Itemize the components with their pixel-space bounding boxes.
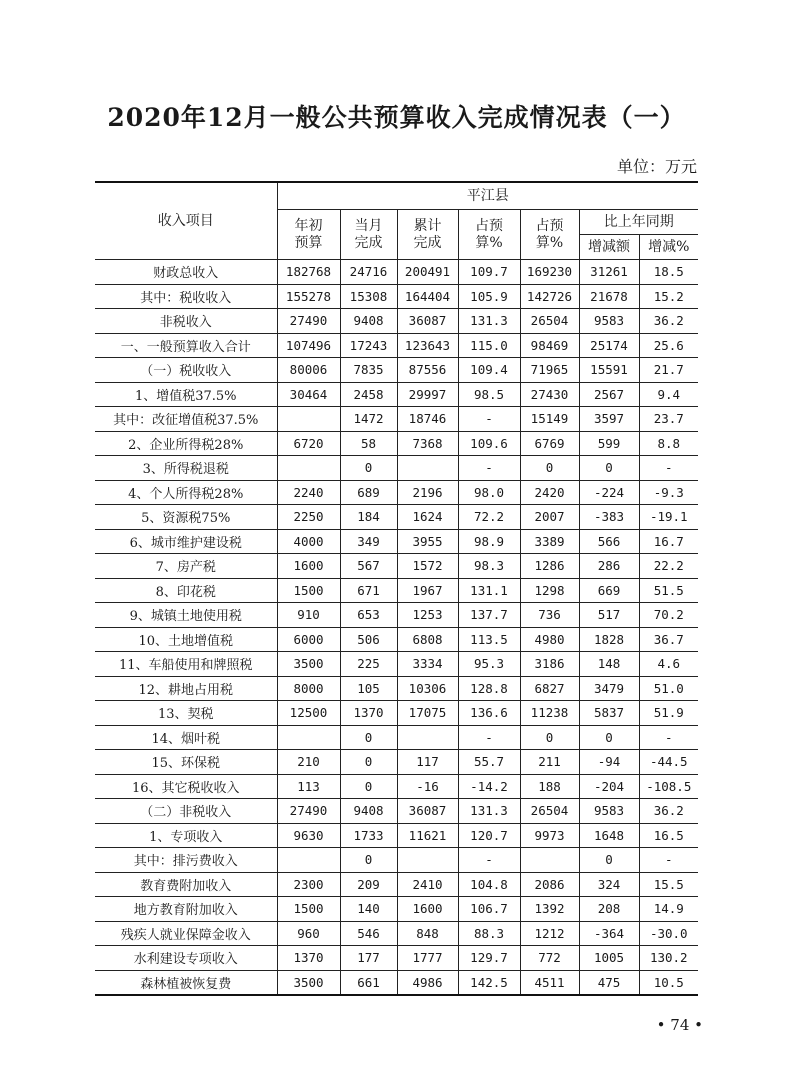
table-row bbox=[95, 725, 698, 750]
table-row bbox=[95, 848, 698, 873]
budget-pct-cell: 104.8 bbox=[458, 872, 520, 897]
change-amount-cell: 9583 bbox=[579, 309, 639, 334]
row-name: 3、所得税退税 bbox=[95, 456, 277, 481]
monthly-cell: 349 bbox=[340, 529, 397, 554]
budget-pct-cell: -14.2 bbox=[458, 774, 520, 799]
row-name: （二）非税收入 bbox=[95, 799, 277, 824]
table-row bbox=[95, 921, 698, 946]
change-amount-cell: 324 bbox=[579, 872, 639, 897]
change-pct-cell: 51.9 bbox=[639, 701, 698, 726]
change-pct-cell: 15.5 bbox=[639, 872, 698, 897]
row-name: 其中：改征增值税37.5% bbox=[95, 407, 277, 432]
change-amount-cell: -364 bbox=[579, 921, 639, 946]
budget-pct-2-cell: 2420 bbox=[520, 480, 579, 505]
change-amount-cell: 475 bbox=[579, 970, 639, 995]
budget-pct-cell: - bbox=[458, 456, 520, 481]
monthly-cell: 0 bbox=[340, 848, 397, 873]
budget-pct-cell: 88.3 bbox=[458, 921, 520, 946]
budget-pct-2-cell: 26504 bbox=[520, 309, 579, 334]
cumulative-cell: 36087 bbox=[397, 309, 458, 334]
budget-pct-2-cell: 27430 bbox=[520, 382, 579, 407]
monthly-cell: 1370 bbox=[340, 701, 397, 726]
row-name: 残疾人就业保障金收入 bbox=[95, 921, 277, 946]
cumulative-cell: 3334 bbox=[397, 652, 458, 677]
change-pct-cell: 15.2 bbox=[639, 284, 698, 309]
cumulative-cell: 1777 bbox=[397, 946, 458, 971]
monthly-cell: 140 bbox=[340, 897, 397, 922]
monthly-cell: 506 bbox=[340, 627, 397, 652]
monthly-cell: 7835 bbox=[340, 358, 397, 383]
change-amount-cell: 0 bbox=[579, 456, 639, 481]
annual-budget-cell: 27490 bbox=[277, 799, 340, 824]
budget-pct-cell: 131.3 bbox=[458, 309, 520, 334]
cumulative-cell: 2196 bbox=[397, 480, 458, 505]
table-row bbox=[95, 603, 698, 628]
change-amount-cell: 286 bbox=[579, 554, 639, 579]
cumulative-cell: 17075 bbox=[397, 701, 458, 726]
budget-pct-2-cell: 15149 bbox=[520, 407, 579, 432]
row-name: 15、环保税 bbox=[95, 750, 277, 775]
budget-pct-2-cell: 142726 bbox=[520, 284, 579, 309]
change-amount-cell: -383 bbox=[579, 505, 639, 530]
cumulative-cell: 11621 bbox=[397, 823, 458, 848]
header-item: 收入项目 bbox=[95, 182, 277, 260]
budget-pct-cell: 109.6 bbox=[458, 431, 520, 456]
monthly-cell: 177 bbox=[340, 946, 397, 971]
annual-budget-cell: 6720 bbox=[277, 431, 340, 456]
budget-pct-2-cell: 26504 bbox=[520, 799, 579, 824]
budget-pct-cell: 55.7 bbox=[458, 750, 520, 775]
change-amount-cell: 3597 bbox=[579, 407, 639, 432]
cumulative-cell: 2410 bbox=[397, 872, 458, 897]
table-row bbox=[95, 897, 698, 922]
change-pct-cell: 16.7 bbox=[639, 529, 698, 554]
row-name: 1、专项收入 bbox=[95, 823, 277, 848]
cumulative-cell: 6808 bbox=[397, 627, 458, 652]
header-annual-budget: 年初预算 bbox=[277, 210, 340, 260]
budget-pct-2-cell: 71965 bbox=[520, 358, 579, 383]
revenue-table bbox=[95, 181, 698, 996]
table-row bbox=[95, 358, 698, 383]
header-monthly: 当月完成 bbox=[340, 210, 397, 260]
table-row bbox=[95, 946, 698, 971]
change-amount-cell: 3479 bbox=[579, 676, 639, 701]
cumulative-cell: 164404 bbox=[397, 284, 458, 309]
budget-pct-cell: 95.3 bbox=[458, 652, 520, 677]
row-name: 6、城市维护建设税 bbox=[95, 529, 277, 554]
row-name: 水利建设专项收入 bbox=[95, 946, 277, 971]
row-name: 其中：排污费收入 bbox=[95, 848, 277, 873]
row-name: 教育费附加收入 bbox=[95, 872, 277, 897]
monthly-cell: 0 bbox=[340, 774, 397, 799]
change-pct-cell: - bbox=[639, 848, 698, 873]
budget-pct-2-cell: 1212 bbox=[520, 921, 579, 946]
table-row bbox=[95, 701, 698, 726]
cumulative-cell: 87556 bbox=[397, 358, 458, 383]
annual-budget-cell: 4000 bbox=[277, 529, 340, 554]
row-name: 16、其它税收收入 bbox=[95, 774, 277, 799]
change-amount-cell: 25174 bbox=[579, 333, 639, 358]
change-pct-cell: 9.4 bbox=[639, 382, 698, 407]
change-amount-cell: 15591 bbox=[579, 358, 639, 383]
change-amount-cell: 5837 bbox=[579, 701, 639, 726]
budget-pct-cell: - bbox=[458, 725, 520, 750]
budget-pct-2-cell: 0 bbox=[520, 725, 579, 750]
row-name: 财政总收入 bbox=[95, 260, 277, 285]
budget-pct-cell: 115.0 bbox=[458, 333, 520, 358]
monthly-cell: 0 bbox=[340, 750, 397, 775]
cumulative-cell: 200491 bbox=[397, 260, 458, 285]
change-pct-cell: 36.2 bbox=[639, 309, 698, 334]
annual-budget-cell: 2250 bbox=[277, 505, 340, 530]
change-pct-cell: - bbox=[639, 456, 698, 481]
annual-budget-cell bbox=[277, 407, 340, 432]
annual-budget-cell: 6000 bbox=[277, 627, 340, 652]
cumulative-cell: 18746 bbox=[397, 407, 458, 432]
cumulative-cell: 1967 bbox=[397, 578, 458, 603]
monthly-cell: 2458 bbox=[340, 382, 397, 407]
monthly-cell: 0 bbox=[340, 456, 397, 481]
header-budget-pct-2: 占预算% bbox=[520, 210, 579, 260]
change-pct-cell: 8.8 bbox=[639, 431, 698, 456]
change-amount-cell: 9583 bbox=[579, 799, 639, 824]
row-name: 5、资源税75% bbox=[95, 505, 277, 530]
change-pct-cell: -19.1 bbox=[639, 505, 698, 530]
change-amount-cell: 566 bbox=[579, 529, 639, 554]
row-name: 11、车船使用和牌照税 bbox=[95, 652, 277, 677]
row-name: 12、耕地占用税 bbox=[95, 676, 277, 701]
monthly-cell: 9408 bbox=[340, 309, 397, 334]
budget-pct-2-cell: 2086 bbox=[520, 872, 579, 897]
budget-pct-2-cell: 4511 bbox=[520, 970, 579, 995]
annual-budget-cell bbox=[277, 848, 340, 873]
budget-pct-2-cell: 3186 bbox=[520, 652, 579, 677]
table-row bbox=[95, 505, 698, 530]
budget-pct-2-cell: 6769 bbox=[520, 431, 579, 456]
budget-pct-2-cell bbox=[520, 848, 579, 873]
budget-pct-2-cell: 9973 bbox=[520, 823, 579, 848]
change-pct-cell: -30.0 bbox=[639, 921, 698, 946]
row-name: 10、土地增值税 bbox=[95, 627, 277, 652]
change-amount-cell: 21678 bbox=[579, 284, 639, 309]
table-row bbox=[95, 799, 698, 824]
change-pct-cell: 10.5 bbox=[639, 970, 698, 995]
cumulative-cell: 123643 bbox=[397, 333, 458, 358]
table-row bbox=[95, 676, 698, 701]
budget-pct-cell: 120.7 bbox=[458, 823, 520, 848]
change-amount-cell: 1648 bbox=[579, 823, 639, 848]
table-row bbox=[95, 750, 698, 775]
change-pct-cell: 14.9 bbox=[639, 897, 698, 922]
budget-pct-cell: 113.5 bbox=[458, 627, 520, 652]
budget-pct-2-cell: 6827 bbox=[520, 676, 579, 701]
budget-pct-cell: 98.0 bbox=[458, 480, 520, 505]
cumulative-cell: 36087 bbox=[397, 799, 458, 824]
annual-budget-cell: 1500 bbox=[277, 578, 340, 603]
budget-pct-cell: 98.3 bbox=[458, 554, 520, 579]
budget-pct-2-cell: 11238 bbox=[520, 701, 579, 726]
table-row bbox=[95, 529, 698, 554]
monthly-cell: 105 bbox=[340, 676, 397, 701]
change-amount-cell: 148 bbox=[579, 652, 639, 677]
header-budget-pct: 占预算% bbox=[458, 210, 520, 260]
change-amount-cell: 1828 bbox=[579, 627, 639, 652]
cumulative-cell: 7368 bbox=[397, 431, 458, 456]
budget-pct-cell: 72.2 bbox=[458, 505, 520, 530]
change-pct-cell: 22.2 bbox=[639, 554, 698, 579]
budget-pct-2-cell: 3389 bbox=[520, 529, 579, 554]
budget-pct-cell: - bbox=[458, 848, 520, 873]
change-pct-cell: 51.0 bbox=[639, 676, 698, 701]
monthly-cell: 1472 bbox=[340, 407, 397, 432]
table-row bbox=[95, 774, 698, 799]
annual-budget-cell: 910 bbox=[277, 603, 340, 628]
budget-pct-2-cell: 736 bbox=[520, 603, 579, 628]
annual-budget-cell: 30464 bbox=[277, 382, 340, 407]
change-pct-cell: 25.6 bbox=[639, 333, 698, 358]
page-title: 2020年12月一般公共预算收入完成情况表（一） bbox=[107, 103, 686, 132]
row-name: 1、增值税37.5% bbox=[95, 382, 277, 407]
change-amount-cell: 1005 bbox=[579, 946, 639, 971]
row-name: 非税收入 bbox=[95, 309, 277, 334]
change-pct-cell: 36.7 bbox=[639, 627, 698, 652]
change-amount-cell: -204 bbox=[579, 774, 639, 799]
cumulative-cell bbox=[397, 725, 458, 750]
monthly-cell: 653 bbox=[340, 603, 397, 628]
monthly-cell: 0 bbox=[340, 725, 397, 750]
row-name: 13、契税 bbox=[95, 701, 277, 726]
table-row bbox=[95, 823, 698, 848]
table-row bbox=[95, 480, 698, 505]
cumulative-cell bbox=[397, 456, 458, 481]
row-name: 其中：税收收入 bbox=[95, 284, 277, 309]
budget-pct-2-cell: 1392 bbox=[520, 897, 579, 922]
row-name: 4、个人所得税28% bbox=[95, 480, 277, 505]
budget-pct-cell: 109.4 bbox=[458, 358, 520, 383]
budget-pct-cell: 128.8 bbox=[458, 676, 520, 701]
row-name: 森林植被恢复费 bbox=[95, 970, 277, 995]
change-pct-cell: -108.5 bbox=[639, 774, 698, 799]
change-amount-cell: -224 bbox=[579, 480, 639, 505]
table-row bbox=[95, 284, 698, 309]
monthly-cell: 661 bbox=[340, 970, 397, 995]
change-pct-cell: 36.2 bbox=[639, 799, 698, 824]
monthly-cell: 1733 bbox=[340, 823, 397, 848]
change-amount-cell: 517 bbox=[579, 603, 639, 628]
change-amount-cell: 0 bbox=[579, 725, 639, 750]
change-pct-cell: -44.5 bbox=[639, 750, 698, 775]
budget-pct-2-cell: 211 bbox=[520, 750, 579, 775]
monthly-cell: 184 bbox=[340, 505, 397, 530]
annual-budget-cell: 3500 bbox=[277, 970, 340, 995]
unit-label: 单位：万元 bbox=[616, 157, 697, 176]
budget-pct-cell: 106.7 bbox=[458, 897, 520, 922]
header-yoy: 比上年同期 bbox=[579, 210, 698, 235]
change-pct-cell: - bbox=[639, 725, 698, 750]
budget-pct-2-cell: 1298 bbox=[520, 578, 579, 603]
table-row bbox=[95, 578, 698, 603]
annual-budget-cell: 9630 bbox=[277, 823, 340, 848]
change-pct-cell: 4.6 bbox=[639, 652, 698, 677]
monthly-cell: 58 bbox=[340, 431, 397, 456]
change-amount-cell: 2567 bbox=[579, 382, 639, 407]
monthly-cell: 671 bbox=[340, 578, 397, 603]
cumulative-cell: 10306 bbox=[397, 676, 458, 701]
monthly-cell: 567 bbox=[340, 554, 397, 579]
annual-budget-cell: 3500 bbox=[277, 652, 340, 677]
budget-pct-2-cell: 2007 bbox=[520, 505, 579, 530]
change-pct-cell: 16.5 bbox=[639, 823, 698, 848]
change-pct-cell: 18.5 bbox=[639, 260, 698, 285]
row-name: 一、一般预算收入合计 bbox=[95, 333, 277, 358]
change-pct-cell: 23.7 bbox=[639, 407, 698, 432]
annual-budget-cell: 2300 bbox=[277, 872, 340, 897]
cumulative-cell: 29997 bbox=[397, 382, 458, 407]
cumulative-cell: 1572 bbox=[397, 554, 458, 579]
annual-budget-cell: 182768 bbox=[277, 260, 340, 285]
row-name: 9、城镇土地使用税 bbox=[95, 603, 277, 628]
change-pct-cell: 21.7 bbox=[639, 358, 698, 383]
cumulative-cell bbox=[397, 848, 458, 873]
row-name: 8、印花税 bbox=[95, 578, 277, 603]
budget-pct-cell: 129.7 bbox=[458, 946, 520, 971]
row-name: 2、企业所得税28% bbox=[95, 431, 277, 456]
budget-pct-2-cell: 98469 bbox=[520, 333, 579, 358]
monthly-cell: 17243 bbox=[340, 333, 397, 358]
annual-budget-cell bbox=[277, 456, 340, 481]
change-amount-cell: 669 bbox=[579, 578, 639, 603]
row-name: （一）税收收入 bbox=[95, 358, 277, 383]
page-number: • 74 • bbox=[656, 1016, 703, 1034]
budget-pct-cell: 137.7 bbox=[458, 603, 520, 628]
table-row bbox=[95, 333, 698, 358]
table-row bbox=[95, 260, 698, 285]
budget-pct-cell: 98.9 bbox=[458, 529, 520, 554]
table-row bbox=[95, 652, 698, 677]
annual-budget-cell: 1370 bbox=[277, 946, 340, 971]
annual-budget-cell: 210 bbox=[277, 750, 340, 775]
annual-budget-cell bbox=[277, 725, 340, 750]
budget-pct-2-cell: 188 bbox=[520, 774, 579, 799]
budget-pct-cell: 136.6 bbox=[458, 701, 520, 726]
annual-budget-cell: 1500 bbox=[277, 897, 340, 922]
budget-pct-2-cell: 169230 bbox=[520, 260, 579, 285]
change-amount-cell: 599 bbox=[579, 431, 639, 456]
change-pct-cell: -9.3 bbox=[639, 480, 698, 505]
header-region: 平江县 bbox=[277, 182, 698, 210]
change-pct-cell: 51.5 bbox=[639, 578, 698, 603]
annual-budget-cell: 8000 bbox=[277, 676, 340, 701]
annual-budget-cell: 12500 bbox=[277, 701, 340, 726]
table-row bbox=[95, 309, 698, 334]
table-row bbox=[95, 872, 698, 897]
cumulative-cell: 848 bbox=[397, 921, 458, 946]
monthly-cell: 24716 bbox=[340, 260, 397, 285]
budget-pct-2-cell: 1286 bbox=[520, 554, 579, 579]
annual-budget-cell: 2240 bbox=[277, 480, 340, 505]
budget-pct-cell: 131.3 bbox=[458, 799, 520, 824]
annual-budget-cell: 1600 bbox=[277, 554, 340, 579]
table-row bbox=[95, 431, 698, 456]
cumulative-cell: 1600 bbox=[397, 897, 458, 922]
monthly-cell: 9408 bbox=[340, 799, 397, 824]
budget-pct-cell: - bbox=[458, 407, 520, 432]
header-change-pct: 增减% bbox=[639, 235, 698, 260]
header-cumulative: 累计完成 bbox=[397, 210, 458, 260]
table-row bbox=[95, 627, 698, 652]
annual-budget-cell: 27490 bbox=[277, 309, 340, 334]
header-change-amount: 增减额 bbox=[579, 235, 639, 260]
cumulative-cell: 117 bbox=[397, 750, 458, 775]
table-row bbox=[95, 970, 698, 995]
monthly-cell: 546 bbox=[340, 921, 397, 946]
monthly-cell: 225 bbox=[340, 652, 397, 677]
table-row bbox=[95, 554, 698, 579]
table-row bbox=[95, 382, 698, 407]
change-amount-cell: 0 bbox=[579, 848, 639, 873]
budget-pct-2-cell: 0 bbox=[520, 456, 579, 481]
cumulative-cell: 4986 bbox=[397, 970, 458, 995]
row-name: 7、房产税 bbox=[95, 554, 277, 579]
budget-pct-cell: 131.1 bbox=[458, 578, 520, 603]
change-amount-cell: -94 bbox=[579, 750, 639, 775]
annual-budget-cell: 960 bbox=[277, 921, 340, 946]
annual-budget-cell: 107496 bbox=[277, 333, 340, 358]
row-name: 地方教育附加收入 bbox=[95, 897, 277, 922]
row-name: 14、烟叶税 bbox=[95, 725, 277, 750]
cumulative-cell: 1253 bbox=[397, 603, 458, 628]
budget-pct-2-cell: 772 bbox=[520, 946, 579, 971]
annual-budget-cell: 155278 bbox=[277, 284, 340, 309]
cumulative-cell: 1624 bbox=[397, 505, 458, 530]
annual-budget-cell: 80006 bbox=[277, 358, 340, 383]
annual-budget-cell: 113 bbox=[277, 774, 340, 799]
change-pct-cell: 130.2 bbox=[639, 946, 698, 971]
budget-pct-cell: 142.5 bbox=[458, 970, 520, 995]
table-row bbox=[95, 407, 698, 432]
monthly-cell: 209 bbox=[340, 872, 397, 897]
cumulative-cell: 3955 bbox=[397, 529, 458, 554]
budget-pct-cell: 109.7 bbox=[458, 260, 520, 285]
change-amount-cell: 31261 bbox=[579, 260, 639, 285]
cumulative-cell: -16 bbox=[397, 774, 458, 799]
change-amount-cell: 208 bbox=[579, 897, 639, 922]
budget-pct-2-cell: 4980 bbox=[520, 627, 579, 652]
monthly-cell: 689 bbox=[340, 480, 397, 505]
budget-pct-cell: 105.9 bbox=[458, 284, 520, 309]
budget-pct-cell: 98.5 bbox=[458, 382, 520, 407]
change-pct-cell: 70.2 bbox=[639, 603, 698, 628]
table-row bbox=[95, 456, 698, 481]
monthly-cell: 15308 bbox=[340, 284, 397, 309]
